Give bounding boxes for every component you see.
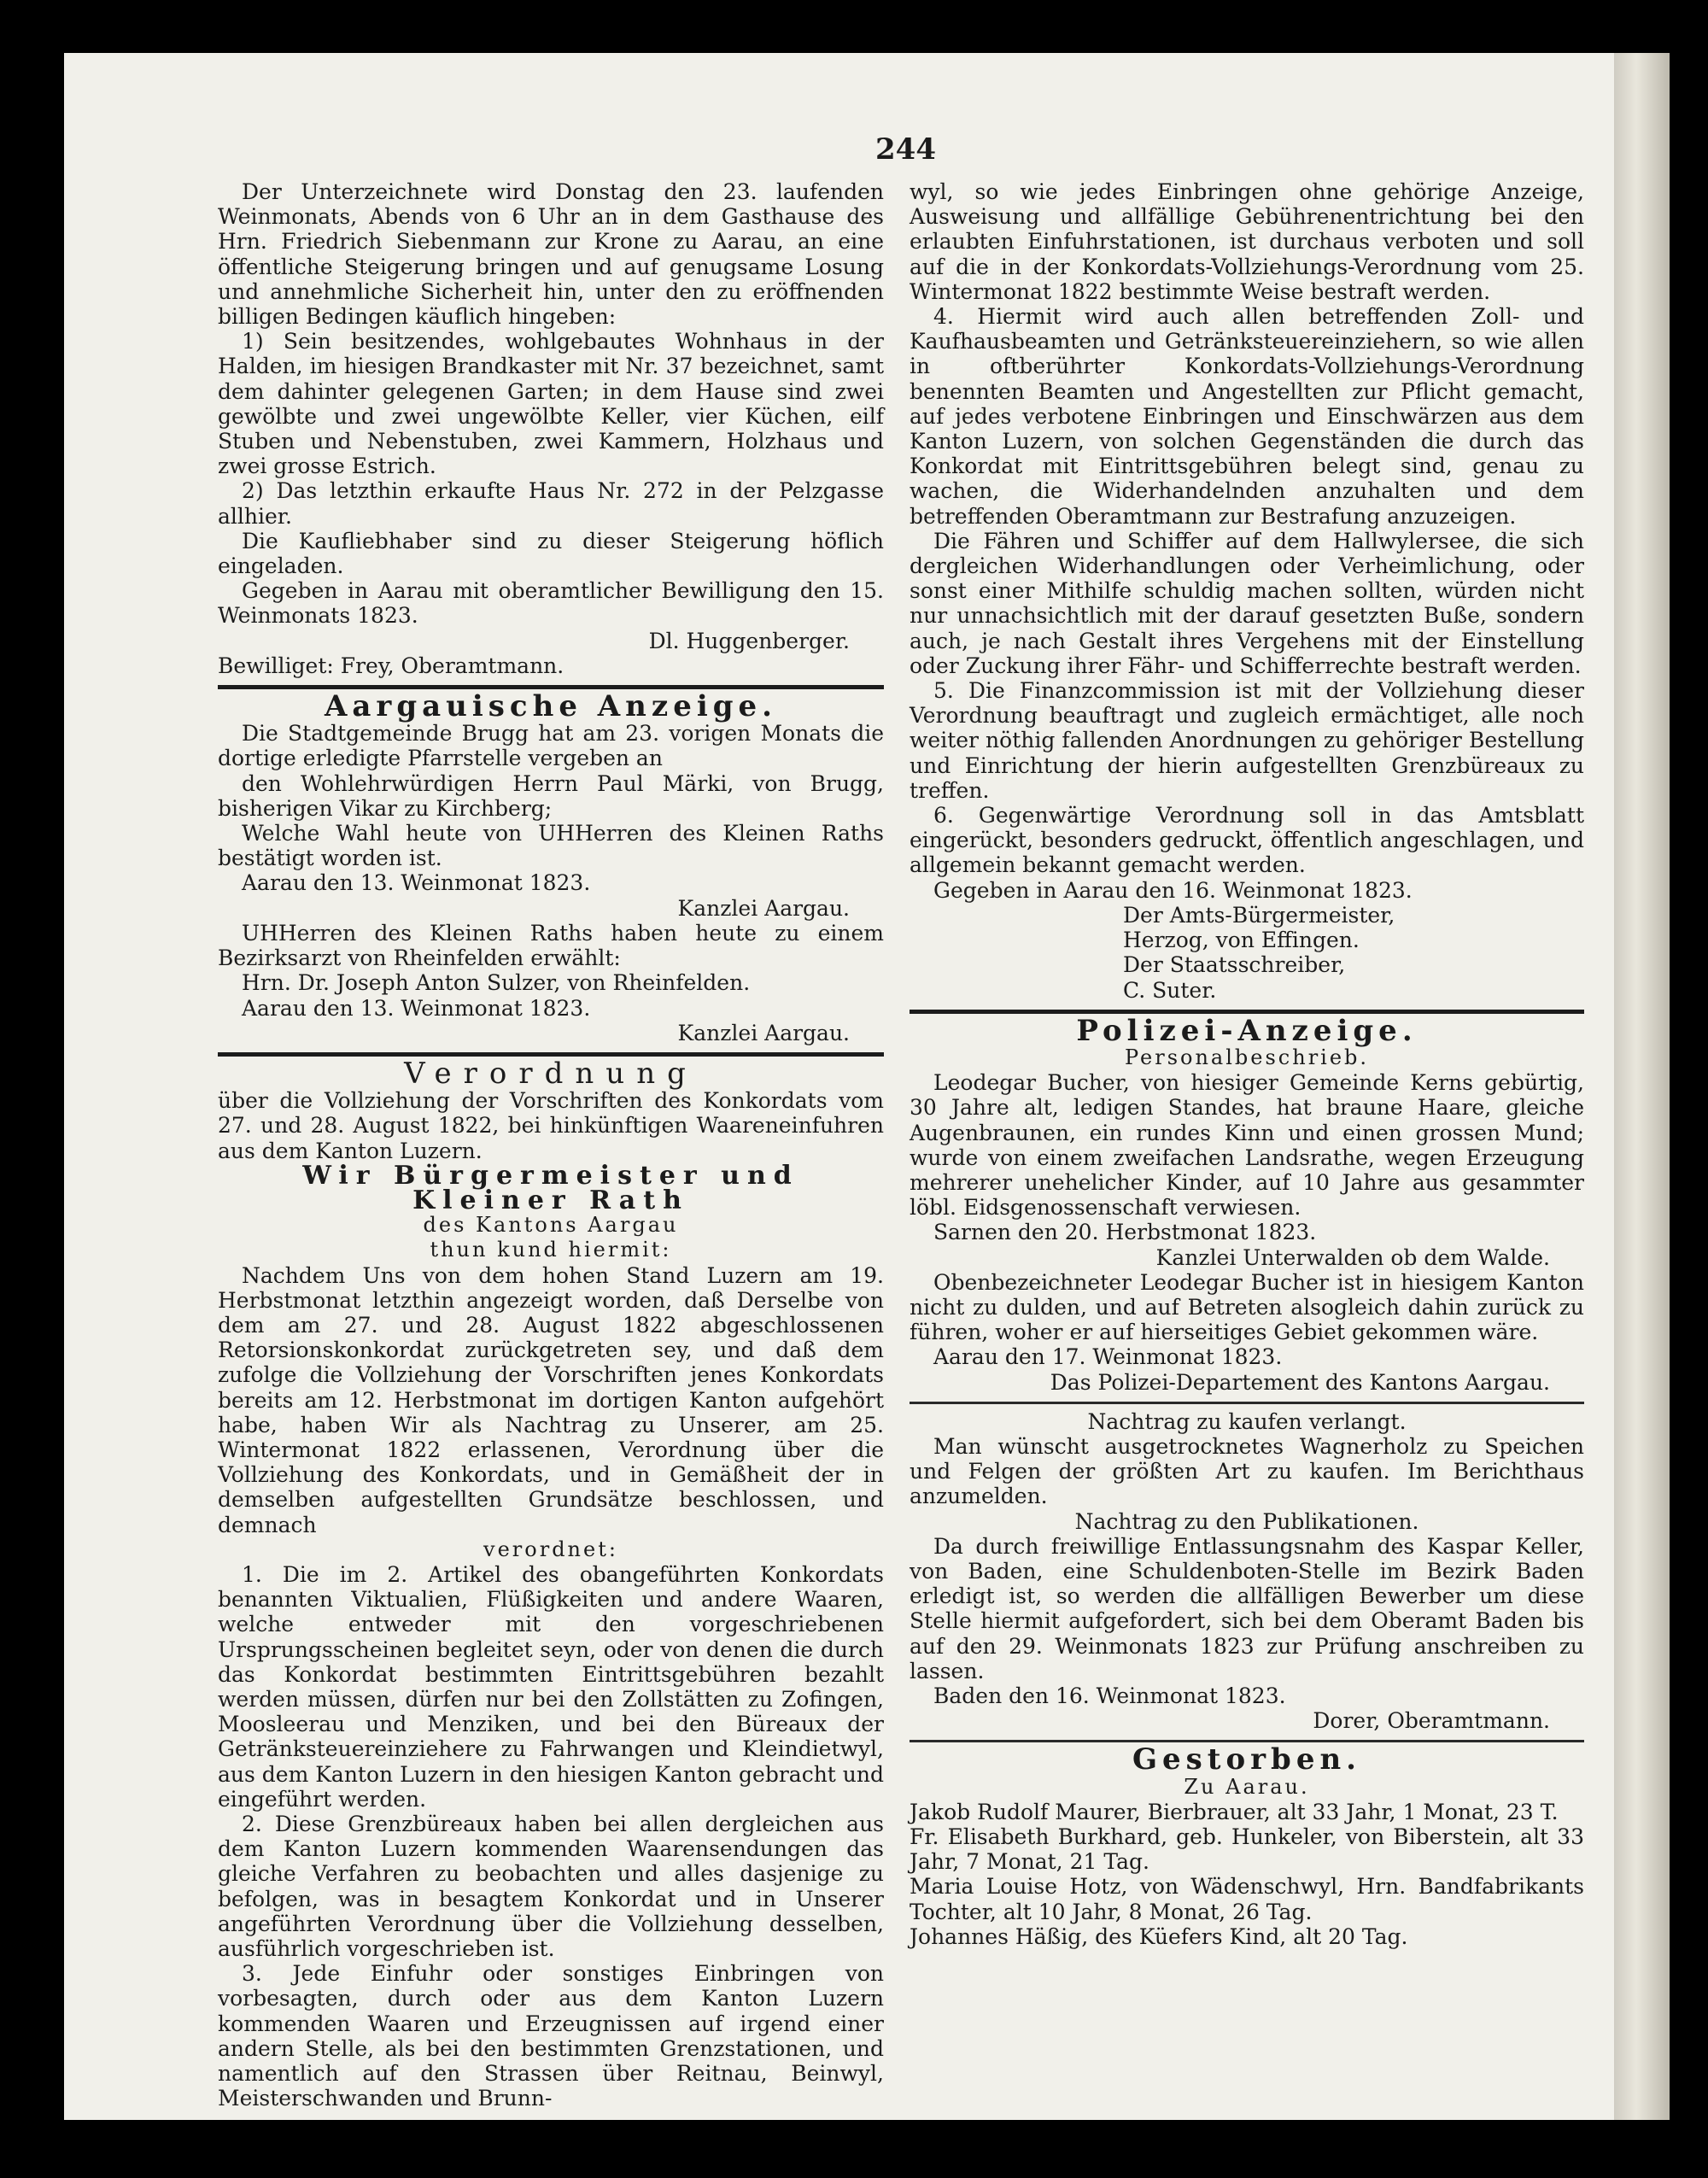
auction-invite: Die Kaufliebhaber sind zu dieser Steigerung höflich eingeladen. bbox=[218, 528, 884, 579]
ordinance-continuation: wyl, so wie jedes Einbringen ohne gehörige Anzeige, Ausweisung und allfällige Gebührenentrichtung bei den erlaubten Einfuhrstationen, ist durchaus verboten und soll auf die in der Konkordats-Vollziehungs-Verordnung vom 25. Wintermonat 1822 bestimmte Weise bestraft werden. bbox=[910, 179, 1584, 304]
aargau-p5: Hrn. Dr. Joseph Anton Sulzer, von Rheinfelden. bbox=[242, 970, 751, 996]
auction-item-1: 1) Sein besitzendes, wohlgebautes Wohnhaus in der Halden, im hiesigen Brandkaster mit Nr. 37 bezeichnet, samt dem dahinter gelegenen Garten; in dem Hause sind zwei gewölbte und zwei ungewölbte Keller, vier Küchen, eilf Stuben und Nebenstuben, zwei Kammern, Holzhaus und zwei grosse Estrich. bbox=[218, 329, 884, 479]
aargau-notice-title: Aargauische Anzeige. bbox=[325, 689, 777, 724]
publications-paragraph: Da durch freiwillige Entlassungsnahm des Kaspar Keller, von Baden, eine Schuldenboten-Stelle im Bezirk Baden erledigt ist, so werden die allfälligen Bewerber um diese Stelle hiermit aufgefordert, sich bei dem Oberamt Baden bis auf den 29. Weinmonats 1823 zur Prüfung anschreiben zu lassen. bbox=[910, 1533, 1584, 1683]
ordinance-subtitle: über die Vollziehung der Vorschriften des Konkordats vom 27. und 28. August 1822, bei hinkünftigen Waareneinfuhren aus dem Kanton Luzern. bbox=[218, 1088, 884, 1163]
death-entry: Jakob Rudolf Maurer, Bierbrauer, alt 33 Jahr, 1 Monat, 23 T. bbox=[910, 1799, 1559, 1824]
police-signature-1: Kanzlei Unterwalden ob dem Walde. bbox=[1155, 1244, 1550, 1270]
ordinance-we: Wir Bürgermeister und Kleiner Rath bbox=[302, 1160, 799, 1215]
signature-mayor-name: Herzog, von Effingen. bbox=[1123, 928, 1360, 953]
auction-given: Gegeben in Aarau mit oberamtlicher Bewilligung den 15. Weinmonats 1823. bbox=[218, 578, 884, 629]
police-p1: Leodegar Bucher, von hiesiger Gemeinde Kerns gebürtig, 30 Jahre alt, ledigen Standes, hat braune Haare, gleiche Augenbraunen, ein rundes Kinn und einen grossen Mund; wurde von einem zweifachen Landsrathe, wegen Erzeugung mehrerer unehelicher Kinder, auf 10 Jahre aus gesammter löbl. Eidsgenossenschaft verwiesen. bbox=[910, 1070, 1584, 1221]
right-column bbox=[910, 179, 1584, 1949]
aargau-date-1: Aarau den 13. Weinmonat 1823. bbox=[242, 870, 591, 896]
death-entry: Johannes Häßig, des Küefers Kind, alt 20 Tag. bbox=[910, 1923, 1408, 1949]
ordinance-article-4: 4. Hiermit wird auch allen betreffenden Zoll- und Kaufhausbeamten und Getränksteuereinziehern, so wie allen in oftberührter Konkordats-Vollziehungs-Verordnung benennten Beamten und Angestellten zur Pflicht gemacht, auf jedes verbotene Einbringen und Einschwärzen aus dem Kanton Luzern, von solchen Gegenständen die durch das Konkordat mit Eintrittsgebühren belegt sind, genau zu wachen, die Widerhandelnden anzuhalten und dem betreffenden Oberamtmann zur Bestrafung anzuzeigen. bbox=[910, 304, 1584, 529]
ordinance-preamble: Nachdem Uns von dem hohen Stand Luzern am 19. Herbstmonat letzthin angezeigt worden, daß Derselbe von dem am 27. und 28. August 1822 abgeschlossenen Retorsionskonkordat zurückgetreten sey, und daß dem zufolge die Vollziehung der Vorschriften jenes Konkordats bereits am 12. Herbstmonat im dortigen Kanton aufgehört habe, haben Wir als Nachtrag zu Unserer, am 25. Wintermonat 1822 erlassenen, Verordnung über die Vollziehung des Konkordats, und in Gemäßheit der in demselben aufgestellten Grundsätze beschlossen, und demnach bbox=[218, 1262, 884, 1537]
deaths-place: Zu Aarau. bbox=[1184, 1774, 1310, 1799]
deaths-title: Gestorben. bbox=[1132, 1742, 1362, 1777]
ordinance-ordain: verordnet: bbox=[483, 1537, 618, 1561]
aargau-p3: Welche Wahl heute von UHHerren des Kleinen Raths bestätigt worden ist. bbox=[218, 821, 884, 871]
aargau-p1: Die Stadtgemeinde Brugg hat am 23. vorigen Monats die dortige erledigte Pfarrstelle vergeben an bbox=[218, 721, 884, 771]
left-column bbox=[218, 179, 884, 2111]
police-subtitle: Personalbeschrieb. bbox=[1124, 1045, 1370, 1069]
ordinance-proclaim: thun kund hiermit: bbox=[430, 1238, 672, 1262]
section-divider bbox=[910, 1402, 1584, 1404]
aargau-p4: UHHerren des Kleinen Raths haben heute zu einem Bezirksarzt von Rheinfelden erwählt: bbox=[218, 920, 884, 971]
auction-paragraph: Der Unterzeichnete wird Donstag den 23. laufenden Weinmonats, Abends von 6 Uhr an in dem Gasthause des Hrn. Friedrich Siebenmann zur Krone zu Aarau, an eine öffentliche Steigerung bringen und auf genugsame Losung und annehmliche Sicherheit hin, unter den zu eröffnenden billigen Bedingen käuflich hingeben: bbox=[218, 179, 884, 330]
ordinance-title: Verordnung bbox=[404, 1056, 698, 1091]
police-p2: Obenbezeichneter Leodegar Bucher ist in hiesigem Kanton nicht zu dulden, und auf Betreten alsogleich dahin zurück zu führen, woher er auf hierseitiges Gebiet gekommen wäre. bbox=[910, 1269, 1584, 1345]
aargau-p2: den Wohlehrwürdigen Herrn Paul Märki, von Brugg, bisherigen Vikar zu Kirchberg; bbox=[218, 770, 884, 821]
auction-item-2: 2) Das letzthin erkaufte Haus Nr. 272 in der Pelzgasse allhier. bbox=[218, 478, 884, 529]
page-number: 244 bbox=[875, 132, 936, 167]
ordinance-article-5: 5. Die Finanzcommission ist mit der Vollziehung dieser Verordnung beauftragt und zugleich ermächtiget, alle noch weiter nöthig fallenden Anordnungen zu gehöriger Bestellung und Einrichtung der hierin aufgestellten Grenzbüreaux zu treffen. bbox=[910, 678, 1584, 803]
police-date-2: Aarau den 17. Weinmonat 1823. bbox=[933, 1344, 1283, 1370]
auction-approved: Bewilliget: Frey, Oberamtmann. bbox=[218, 653, 564, 678]
ordinance-of: des Kantons Aargau bbox=[423, 1213, 679, 1238]
aargau-signature-2: Kanzlei Aargau. bbox=[677, 1020, 850, 1045]
signature-secretary-name: C. Suter. bbox=[1123, 977, 1217, 1003]
ordinance-given: Gegeben in Aarau den 16. Weinmonat 1823. bbox=[933, 877, 1413, 903]
ordinance-article-2: 2. Diese Grenzbüreaux haben bei allen dergleichen aus dem Kanton Luzern kommenden Waarensendungen das gleiche Verfahren zu beobachten und alles dasjenige zu befolgen, was in besagtem Konkordat und in Unserer angeführten Verordnung über die Vollziehung desselben, ausführlich vorgeschrieben ist. bbox=[218, 1812, 884, 1962]
aargau-date-2: Aarau den 13. Weinmonat 1823. bbox=[242, 995, 591, 1021]
page-edge bbox=[1614, 53, 1670, 2120]
purchase-title: Nachtrag zu kaufen verlangt. bbox=[1087, 1408, 1407, 1434]
publications-date: Baden den 16. Weinmonat 1823. bbox=[933, 1683, 1286, 1708]
police-signature-2: Das Polizei-Departement des Kantons Aargau. bbox=[1050, 1369, 1550, 1395]
police-title: Polizei-Anzeige. bbox=[1076, 1013, 1418, 1048]
police-date-1: Sarnen den 20. Herbstmonat 1823. bbox=[933, 1220, 1317, 1245]
auction-signature: Dl. Huggenberger. bbox=[648, 628, 850, 653]
ordinance-article-3: 3. Jede Einfuhr oder sonstiges Einbringen von vorbesagten, durch oder aus dem Kanton Luzern kommenden Waaren und Erzeugnissen auf irgend einer andern Stelle, als bei den bestimmten Grenzstationen, und namentlich auf den Strassen über Reitnau, Beinwyl, Meisterschwanden und Brunn- bbox=[218, 1961, 884, 2111]
section-divider bbox=[910, 1010, 1584, 1014]
ordinance-ferry: Die Fähren und Schiffer auf dem Hallwylersee, die sich dergleichen Widerhandlungen oder Verheimlichung, oder sonst einer Mithilfe schuldig machen sollten, würden nicht nur unnachsichtlich mit der darauf gesetzten Buße, sondern auch, je nach Gestalt ihres Vergehens mit der Einstellung oder Zuckung ihrer Fähr- und Schifferrechte bestraft werden. bbox=[910, 528, 1584, 678]
purchase-paragraph: Man wünscht ausgetrocknetes Wagnerholz zu Speichen und Felgen der größten Art zu kaufen. Im Berichthaus anzumelden. bbox=[910, 1433, 1584, 1509]
publications-title: Nachtrag zu den Publikationen. bbox=[1074, 1508, 1419, 1534]
ordinance-article-1: 1. Die im 2. Artikel des obangeführten Konkordats benannten Viktualien, Flüßigkeiten und andere Waaren, welche entweder mit den vorgeschriebenen Ursprungsscheinen begleitet seyn, oder von denen die durch das Konkordat bestimmten Eintrittsgebühren bezahlt werden müssen, dürfen nur bei den Zollstätten zu Zofingen, Moosleerau und Menziken, und bei den Büreaux der Getränksteuereinziehere zu Fahrwangen und Kleindietwyl, aus dem Kanton Luzern in den hiesigen Kanton gebracht und eingeführt werden. bbox=[218, 1561, 884, 1812]
signature-mayor-title: Der Amts-Bürgermeister, bbox=[1123, 902, 1395, 928]
ordinance-article-6: 6. Gegenwärtige Verordnung soll in das Amtsblatt eingerückt, besonders gedruckt, öffentlich angeschlagen, und allgemein bekannt gemacht werden. bbox=[910, 803, 1584, 878]
signature-secretary-title: Der Staatsschreiber, bbox=[1123, 952, 1346, 978]
death-entry: Maria Louise Hotz, von Wädenschwyl, Hrn. Bandfabrikants Tochter, alt 10 Jahr, 8 Monat, 26 Tag. bbox=[910, 1874, 1584, 1924]
publications-signature: Dorer, Oberamtmann. bbox=[1313, 1708, 1550, 1734]
death-entry: Fr. Elisabeth Burkhard, geb. Hunkeler, von Biberstein, alt 33 Jahr, 7 Monat, 21 Tag. bbox=[910, 1824, 1584, 1875]
aargau-signature-1: Kanzlei Aargau. bbox=[677, 895, 850, 921]
